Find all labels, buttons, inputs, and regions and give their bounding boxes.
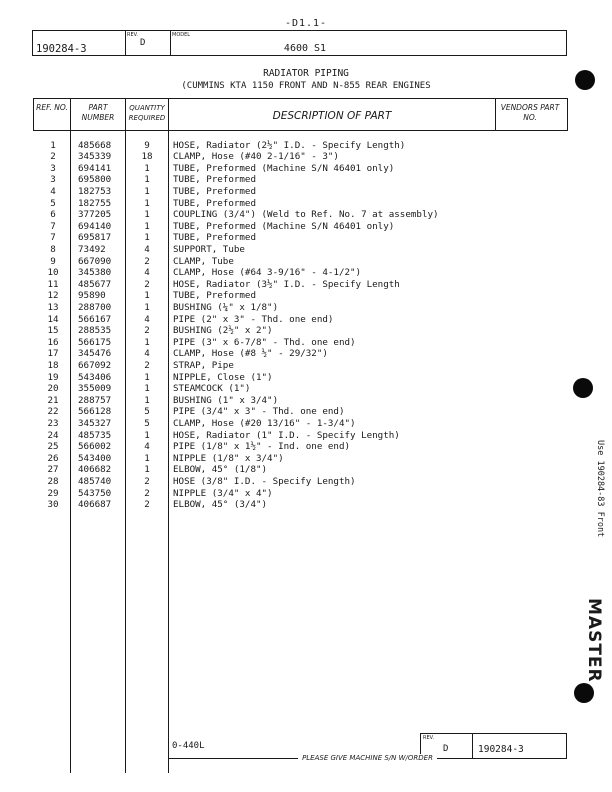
header-right-rule bbox=[566, 30, 567, 56]
cell-description: TUBE, Preformed (Machine S/N 46401 only) bbox=[173, 162, 395, 174]
footer-rev-value: D bbox=[443, 744, 449, 754]
footer-note: PLEASE GIVE MACHINE S/N W/ORDER bbox=[168, 754, 567, 762]
footer-rev-label: REV. bbox=[423, 735, 434, 741]
cell-quantity: 2 bbox=[144, 278, 150, 290]
cell-ref-no: 23 bbox=[47, 417, 59, 429]
table-row bbox=[0, 360, 612, 372]
cell-ref-no: 3 bbox=[50, 162, 56, 174]
master-stamp: MASTER bbox=[584, 598, 604, 683]
cell-part-number: 566175 bbox=[78, 336, 112, 348]
cell-quantity: 1 bbox=[144, 383, 150, 395]
header-model-label: MODEL bbox=[172, 32, 191, 38]
cell-quantity: 1 bbox=[144, 232, 150, 244]
cell-ref-no: 2 bbox=[50, 151, 56, 163]
cell-quantity: 2 bbox=[144, 499, 150, 511]
table-header-bottom-rule bbox=[33, 130, 568, 131]
cell-part-number: 182755 bbox=[78, 197, 112, 209]
cell-part-number: 377205 bbox=[78, 209, 112, 221]
cell-quantity: 1 bbox=[144, 162, 150, 174]
cell-part-number: 566128 bbox=[78, 406, 112, 418]
cell-description: TUBE, Preformed (Machine S/N 46401 only) bbox=[173, 220, 395, 232]
cell-ref-no: 7 bbox=[50, 220, 56, 232]
page-subtitle: (CUMMINS KTA 1150 FRONT AND N-855 REAR ENGINES bbox=[181, 81, 431, 91]
cell-description: BUSHING (1" x 3/4") bbox=[173, 394, 279, 406]
cell-ref-no: 13 bbox=[47, 301, 59, 313]
cell-part-number: 485740 bbox=[78, 475, 112, 487]
col-header-quantity: QUANTITY REQUIRED bbox=[128, 104, 166, 122]
cell-quantity: 5 bbox=[144, 417, 150, 429]
cell-quantity: 1 bbox=[144, 336, 150, 348]
cell-ref-no: 28 bbox=[47, 475, 59, 487]
cell-ref-no: 26 bbox=[47, 452, 59, 464]
cell-quantity: 1 bbox=[144, 452, 150, 464]
cell-description: TUBE, Preformed bbox=[173, 174, 256, 186]
cell-part-number: 406687 bbox=[78, 499, 112, 511]
table-row bbox=[0, 348, 612, 360]
table-row bbox=[0, 302, 612, 314]
cell-part-number: 95890 bbox=[78, 290, 106, 302]
table-row bbox=[0, 372, 612, 384]
cell-description: CLAMP, Hose (#40 2-1/16" - 3") bbox=[173, 151, 339, 163]
col-header-part-number: PART NUMBER bbox=[81, 103, 115, 122]
col-header-ref: REF. NO. bbox=[36, 103, 68, 112]
cell-quantity: 1 bbox=[144, 185, 150, 197]
cell-part-number: 288535 bbox=[78, 325, 112, 337]
table-row bbox=[0, 290, 612, 302]
table-row bbox=[0, 337, 612, 349]
cell-ref-no: 21 bbox=[47, 394, 59, 406]
cell-description: CLAMP, Hose (#8 ½" - 29/32") bbox=[173, 348, 328, 360]
table-row bbox=[0, 418, 612, 430]
cell-ref-no: 9 bbox=[50, 255, 56, 267]
table-row bbox=[0, 163, 612, 175]
col-header-description: DESCRIPTION OF PART bbox=[272, 110, 392, 122]
cell-description: TUBE, Preformed bbox=[173, 232, 256, 244]
cell-part-number: 345380 bbox=[78, 267, 112, 279]
cell-description: HOSE, Radiator (2½" I.D. - Specify Length) bbox=[173, 139, 406, 151]
cell-ref-no: 20 bbox=[47, 383, 59, 395]
cell-part-number: 694141 bbox=[78, 162, 112, 174]
table-row bbox=[0, 186, 612, 198]
cell-quantity: 4 bbox=[144, 348, 150, 360]
table-top-rule bbox=[33, 98, 568, 99]
cell-description: HOSE, Radiator (3½" I.D. - Specify Length bbox=[173, 278, 400, 290]
cell-description: STEAMCOCK (1") bbox=[173, 383, 251, 395]
cell-description: ELBOW, 45° (3/4") bbox=[173, 499, 268, 511]
binder-hole-top bbox=[575, 70, 595, 90]
binder-hole-middle bbox=[573, 378, 593, 398]
cell-quantity: 1 bbox=[144, 371, 150, 383]
cell-part-number: 485668 bbox=[78, 139, 112, 151]
cell-quantity: 1 bbox=[144, 220, 150, 232]
cell-part-number: 566167 bbox=[78, 313, 112, 325]
cell-ref-no: 27 bbox=[47, 464, 59, 476]
cell-ref-no: 15 bbox=[47, 325, 59, 337]
table-row bbox=[0, 198, 612, 210]
cell-ref-no: 11 bbox=[47, 278, 59, 290]
cell-description: SUPPORT, Tube bbox=[173, 243, 245, 255]
cell-description: COUPLING (3/4") (Weld to Ref. No. 7 at assembly) bbox=[173, 209, 439, 221]
cell-ref-no: 30 bbox=[47, 499, 59, 511]
table-row bbox=[0, 140, 612, 152]
cell-ref-no: 25 bbox=[47, 441, 59, 453]
table-row bbox=[0, 406, 612, 418]
table-row bbox=[0, 430, 612, 442]
table-row bbox=[0, 476, 612, 488]
header-model-value: 4600 S1 bbox=[283, 43, 327, 54]
table-row bbox=[0, 151, 612, 163]
cell-description: PIPE (2" x 3" - Thd. one end) bbox=[173, 313, 334, 325]
cell-description: BUSHING (¼" x 1/8") bbox=[173, 301, 279, 313]
cell-ref-no: 18 bbox=[47, 359, 59, 371]
cell-part-number: 182753 bbox=[78, 185, 112, 197]
cell-part-number: 543400 bbox=[78, 452, 112, 464]
cell-part-number: 543750 bbox=[78, 487, 112, 499]
cell-part-number: 345476 bbox=[78, 348, 112, 360]
cell-part-number: 288700 bbox=[78, 301, 112, 313]
cell-description: HOSE, Radiator (1" I.D. - Specify Length) bbox=[173, 429, 400, 441]
cell-ref-no: 7 bbox=[50, 232, 56, 244]
cell-ref-no: 12 bbox=[47, 290, 59, 302]
cell-quantity: 4 bbox=[144, 313, 150, 325]
cell-description: NIPPLE (3/4" x 4") bbox=[173, 487, 273, 499]
header-top-rule bbox=[32, 30, 567, 31]
cell-part-number: 345327 bbox=[78, 417, 112, 429]
cell-quantity: 4 bbox=[144, 441, 150, 453]
cell-ref-no: 10 bbox=[47, 267, 59, 279]
cell-ref-no: 19 bbox=[47, 371, 59, 383]
cell-ref-no: 6 bbox=[50, 209, 56, 221]
binder-hole-bottom bbox=[574, 683, 594, 703]
cell-ref-no: 24 bbox=[47, 429, 59, 441]
header-rev-value: D bbox=[140, 38, 146, 48]
cell-quantity: 1 bbox=[144, 429, 150, 441]
footer-code: 0-440L bbox=[172, 741, 205, 751]
cell-quantity: 1 bbox=[144, 209, 150, 221]
cell-description: CLAMP, Hose (#20 13/16" - 1-3/4") bbox=[173, 417, 356, 429]
cell-quantity: 1 bbox=[144, 394, 150, 406]
cell-quantity: 4 bbox=[144, 267, 150, 279]
cell-ref-no: 29 bbox=[47, 487, 59, 499]
table-row bbox=[0, 488, 612, 500]
cell-part-number: 667090 bbox=[78, 255, 112, 267]
page-title: RADIATOR PIPING bbox=[263, 68, 349, 79]
table-row bbox=[0, 256, 612, 268]
cell-description: NIPPLE (1/8" x 3/4") bbox=[173, 452, 284, 464]
cell-ref-no: 1 bbox=[50, 139, 56, 151]
header-part-number: 190284-3 bbox=[36, 43, 87, 55]
cell-quantity: 2 bbox=[144, 255, 150, 267]
cell-description: CLAMP, Tube bbox=[173, 255, 234, 267]
cell-part-number: 406682 bbox=[78, 464, 112, 476]
page-number: -D1.1- bbox=[284, 18, 328, 29]
cell-ref-no: 4 bbox=[50, 185, 56, 197]
cell-part-number: 694140 bbox=[78, 220, 112, 232]
cell-ref-no: 22 bbox=[47, 406, 59, 418]
cell-description: PIPE (1/8" x 1½" - Ind. one end) bbox=[173, 441, 351, 453]
cell-part-number: 73492 bbox=[78, 243, 106, 255]
footer-top-rule bbox=[420, 733, 567, 734]
cell-part-number: 355009 bbox=[78, 383, 112, 395]
cell-quantity: 2 bbox=[144, 325, 150, 337]
table-row bbox=[0, 464, 612, 476]
header-divider-rev bbox=[125, 30, 126, 56]
table-row bbox=[0, 314, 612, 326]
table-row bbox=[0, 453, 612, 465]
cell-part-number: 695800 bbox=[78, 174, 112, 186]
table-row bbox=[0, 441, 612, 453]
cell-description: HOSE (3/8" I.D. - Specify Length) bbox=[173, 475, 356, 487]
header-bottom-rule bbox=[32, 55, 567, 56]
cell-description: NIPPLE, Close (1") bbox=[173, 371, 273, 383]
cell-part-number: 345339 bbox=[78, 151, 112, 163]
cell-quantity: 2 bbox=[144, 359, 150, 371]
cell-ref-no: 5 bbox=[50, 197, 56, 209]
cell-quantity: 9 bbox=[144, 139, 150, 151]
cell-description: PIPE (3" x 6-7/8" - Thd. one end) bbox=[173, 336, 356, 348]
cell-part-number: 566002 bbox=[78, 441, 112, 453]
col-header-vendors: VENDORS PART NO. bbox=[500, 103, 560, 122]
table-row bbox=[0, 279, 612, 291]
margin-use-note: Use 190284-83 Front bbox=[595, 440, 605, 538]
cell-part-number: 543406 bbox=[78, 371, 112, 383]
table-row bbox=[0, 267, 612, 279]
table-row bbox=[0, 325, 612, 337]
cell-ref-no: 8 bbox=[50, 243, 56, 255]
footer-part-number: 190284-3 bbox=[478, 744, 524, 755]
cell-description: BUSHING (2½" x 2") bbox=[173, 325, 273, 337]
cell-description: STRAP, Pipe bbox=[173, 359, 234, 371]
cell-quantity: 1 bbox=[144, 174, 150, 186]
cell-quantity: 1 bbox=[144, 301, 150, 313]
table-row bbox=[0, 209, 612, 221]
cell-quantity: 1 bbox=[144, 197, 150, 209]
cell-part-number: 695817 bbox=[78, 232, 112, 244]
cell-part-number: 667092 bbox=[78, 359, 112, 371]
cell-quantity: 1 bbox=[144, 464, 150, 476]
cell-part-number: 288757 bbox=[78, 394, 112, 406]
table-row bbox=[0, 232, 612, 244]
cell-description: PIPE (3/4" x 3" - Thd. one end) bbox=[173, 406, 345, 418]
cell-description: CLAMP, Hose (#64 3-9/16" - 4-1/2") bbox=[173, 267, 362, 279]
table-right-rule bbox=[567, 98, 568, 131]
cell-ref-no: 16 bbox=[47, 336, 59, 348]
table-row bbox=[0, 383, 612, 395]
cell-part-number: 485735 bbox=[78, 429, 112, 441]
cell-description: TUBE, Preformed bbox=[173, 185, 256, 197]
cell-description: ELBOW, 45° (1/8") bbox=[173, 464, 268, 476]
cell-ref-no: 3 bbox=[50, 174, 56, 186]
cell-quantity: 2 bbox=[144, 475, 150, 487]
header-rev-label: REV. bbox=[127, 32, 138, 38]
cell-quantity: 5 bbox=[144, 406, 150, 418]
cell-part-number: 485677 bbox=[78, 278, 112, 290]
cell-ref-no: 14 bbox=[47, 313, 59, 325]
cell-quantity: 4 bbox=[144, 243, 150, 255]
col-divider-desc bbox=[495, 98, 496, 131]
header-left-rule bbox=[32, 30, 33, 56]
table-row bbox=[0, 395, 612, 407]
cell-description: TUBE, Preformed bbox=[173, 197, 256, 209]
cell-description: TUBE, Preformed bbox=[173, 290, 256, 302]
table-row bbox=[0, 221, 612, 233]
cell-ref-no: 17 bbox=[47, 348, 59, 360]
table-row bbox=[0, 499, 612, 511]
cell-quantity: 18 bbox=[141, 151, 153, 163]
table-row bbox=[0, 244, 612, 256]
table-row bbox=[0, 174, 612, 186]
cell-quantity: 1 bbox=[144, 290, 150, 302]
cell-quantity: 2 bbox=[144, 487, 150, 499]
